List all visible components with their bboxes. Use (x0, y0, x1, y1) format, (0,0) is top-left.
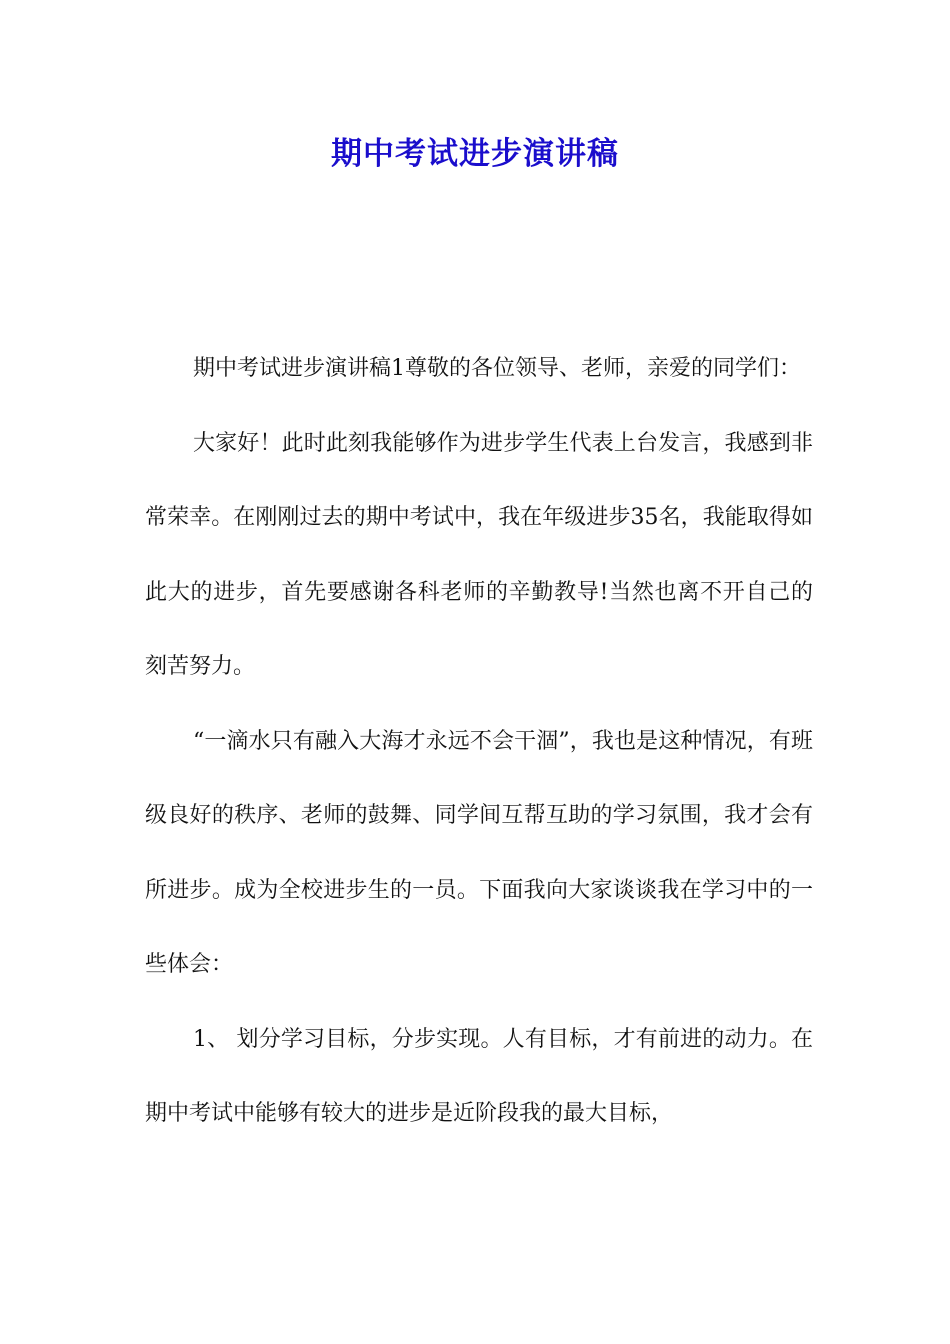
paragraph-3: “一滴水只有融入大海才永远不会干涸”，我也是这种情况，有班级良好的秩序、老师的鼓舞、同学间互帮互助的学习氛围，我才会有所进步。成为全校进步生的一员。下面我向大家谈谈我在学习中的一些体会： (145, 728, 813, 977)
paragraph-2: 大家好！此时此刻我能够作为进步学生代表上台发言，我感到非常荣幸。在刚刚过去的期中考试中，我在年级进步35名，我能取得如此大的进步，首先要感谢各科老师的辛勤教导!当然也离不开自己的刻苦努力。 (145, 430, 813, 679)
document-title: 期中考试进步演讲稿 (331, 136, 619, 172)
paragraph-1: 期中考试进步演讲稿1尊敬的各位领导、老师，亲爱的同学们： (193, 356, 801, 381)
paragraph-4: 1、 划分学习目标，分步实现。人有目标，才有前进的动力。在期中考试中能够有较大的进步是近阶段我的最大目标， (145, 1026, 813, 1126)
document-body (145, 332, 813, 1152)
